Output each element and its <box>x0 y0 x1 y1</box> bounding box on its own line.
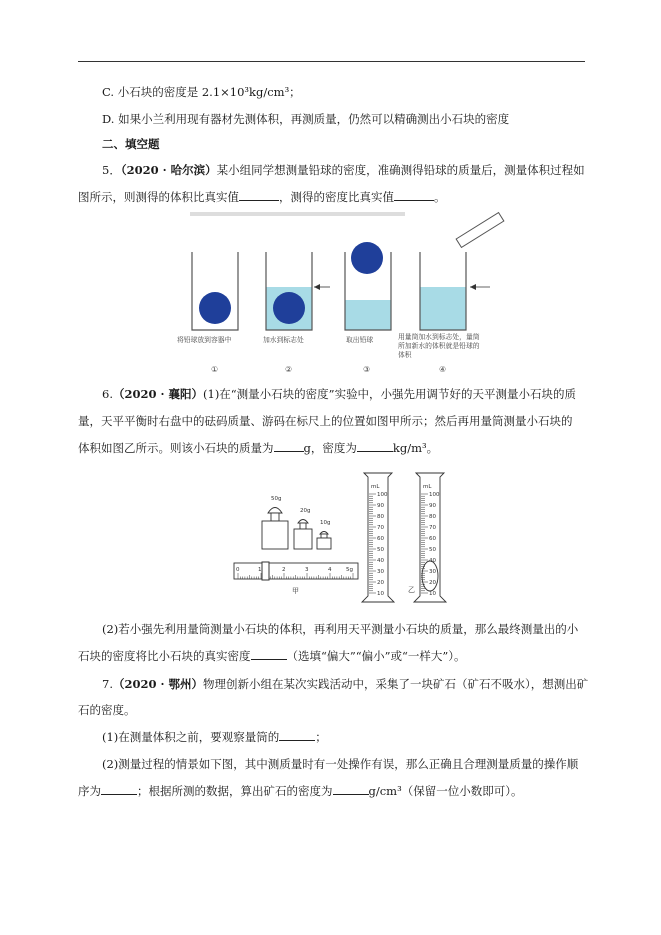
container-1 <box>192 252 238 330</box>
cylinder-tick-label: 80 <box>377 514 384 520</box>
q5-line1 <box>102 162 585 178</box>
measuring-cylinder-2 <box>414 473 446 602</box>
measuring-cylinder-icon <box>456 213 504 248</box>
caption-1: 将铅球放到容器中 <box>177 336 232 344</box>
q6-part2-line1: (2)若小强先利用量筒测量小石块的体积，再利用天平测量小石块的质量，那么最终测量出的小 <box>102 622 579 636</box>
ruler-label: 1 <box>258 567 262 573</box>
q5-blank-density[interactable] <box>394 190 434 201</box>
balance-ruler <box>234 562 358 580</box>
cylinder-tick-label: 50 <box>377 547 384 553</box>
q7-line1: 7.（2020 · 鄂州）物理创新小组在某次实践活动中，采集了一块矿石（矿石不吸水），想测出矿 <box>102 677 589 691</box>
cylinder-tick-label: 80 <box>429 514 436 520</box>
svg-text:10g: 10g <box>320 520 331 526</box>
rider <box>262 562 269 580</box>
q7-part2-line2: 序为 ；根据所测的数据，算出矿石的密度为 g/cm³（保留一位小数即可）。 <box>78 784 523 798</box>
cylinder-tick-label: 70 <box>377 525 384 531</box>
cylinder-tick-label: 10 <box>429 591 436 597</box>
q5-blank-volume[interactable] <box>239 190 279 201</box>
ruler-label: 5g <box>346 567 353 573</box>
cylinder-tick-label: 90 <box>377 503 384 509</box>
lead-ball <box>199 292 231 324</box>
container-2 <box>266 252 330 330</box>
q6-line3: 体积如图乙所示。则该小石块的质量为 g，密度为 kg/m³。 <box>78 441 439 455</box>
q7-part2-line1: (2)测量过程的情景如下图，其中测质量时有一处操作有误，那么正确且合理测量质量的操作顺 <box>102 757 579 771</box>
lead-ball <box>273 292 305 324</box>
cylinder-tick-label: 60 <box>377 536 384 542</box>
cylinder-tick-label: 90 <box>429 503 436 509</box>
cylinder-tick-label: 50 <box>429 547 436 553</box>
caption-2: 加水到标志处 <box>263 336 304 344</box>
caption-3: 取出铅球 <box>346 336 374 344</box>
q7-blank-order[interactable] <box>101 784 137 795</box>
container-3 <box>345 242 391 330</box>
cylinder-tick-label: 40 <box>377 558 384 564</box>
cylinder-tick-label: 30 <box>429 569 436 575</box>
ruler-label: 0 <box>236 567 240 573</box>
cylinder-tick-label: 70 <box>429 525 436 531</box>
q7-blank-observe[interactable] <box>279 730 315 741</box>
svg-text:20g: 20g <box>300 508 311 514</box>
caption-4a: 用量筒加水到标志处，量筒 <box>398 333 480 341</box>
svg-text:50g: 50g <box>271 496 282 502</box>
step-number-4: ④ <box>439 365 447 374</box>
svg-text:mL: mL <box>423 484 432 490</box>
weight-50g <box>262 496 288 549</box>
q6-blank-density[interactable] <box>357 441 393 452</box>
caption-4c: 体积 <box>398 351 412 359</box>
measuring-cylinder-1 <box>362 473 394 602</box>
q6-line1: 6.（2020 · 襄阳）(1)在“测量小石块的密度”实验中，小强先用调节好的天平测量小石块的质 <box>102 387 577 401</box>
q5-text: 某小组同学想测量铅球的密度，准确测得铅球的质量后，测量体积过程如 <box>216 163 585 177</box>
label-yi: 乙 <box>408 586 415 594</box>
q7-blank-density[interactable] <box>333 784 369 795</box>
label-jia: 甲 <box>292 587 299 595</box>
container-4 <box>420 213 504 330</box>
cylinder-tick-label: 10 <box>377 591 384 597</box>
section-title: 二、填空题 <box>102 137 160 151</box>
faint-text-fragment <box>190 212 405 216</box>
caption-4b: 所加新水的体积就是铅球的 <box>398 342 480 350</box>
q6-figure <box>228 468 478 606</box>
ruler-label: 3 <box>305 567 309 573</box>
q6-line2: 量，天平平衡时右盘中的砝码质量、游码在标尺上的位置如图甲所示；然后再用量筒测量小石块的 <box>78 414 573 428</box>
cylinder-tick-label: 60 <box>429 536 436 542</box>
cylinder-tick-label: 30 <box>377 569 384 575</box>
ruler-label: 4 <box>328 567 332 573</box>
q6-part2-line2: 石块的密度将比小石块的真实密度 （选填“偏大”“偏小”或“一样大”）。 <box>78 649 466 663</box>
ruler-label: 2 <box>282 567 286 573</box>
cylinder-tick-label: 40 <box>429 558 436 564</box>
cylinder-tick-label: 20 <box>429 580 436 586</box>
q5-number: 5． <box>102 163 121 177</box>
q6-blank-compare[interactable] <box>251 649 287 660</box>
lead-ball <box>351 242 383 274</box>
svg-text:mL: mL <box>371 484 380 490</box>
header-rule <box>78 61 585 62</box>
cylinder-tick-label: 100 <box>429 492 440 498</box>
cylinder-tick-label: 100 <box>377 492 388 498</box>
cylinder-tick-label: 20 <box>377 580 384 586</box>
q7-number: 7. <box>102 677 113 691</box>
step-number-2: ② <box>285 365 293 374</box>
arrow-icon <box>314 284 320 290</box>
q6-source: （2020 · 襄阳） <box>112 387 204 401</box>
step-number-3: ③ <box>363 365 371 374</box>
q7-part1: (1)在测量体积之前，要观察量筒的 ； <box>102 730 327 744</box>
q4-option-c: C. 小石块的密度是 2.1×10³kg/cm³； <box>102 85 301 99</box>
weight-20g <box>294 508 312 549</box>
q5-figure <box>170 210 515 380</box>
weight-10g <box>317 520 331 549</box>
q7-line2: 石的密度。 <box>78 703 136 717</box>
q7-source: （2020 · 鄂州） <box>112 677 204 691</box>
q5-source: （2020 · 哈尔滨） <box>120 163 217 177</box>
arrow-icon <box>470 284 476 290</box>
step-number-1: ① <box>211 365 219 374</box>
q6-number: 6. <box>102 387 113 401</box>
q4-option-d: D. 如果小兰利用现有器材先测体积，再测质量，仍然可以精确测出小石块的密度 <box>102 112 510 126</box>
q5-line2: 图所示，则测得的体积比真实值 ，测得的密度比真实值 。 <box>78 190 446 204</box>
q6-blank-mass[interactable] <box>274 441 304 452</box>
